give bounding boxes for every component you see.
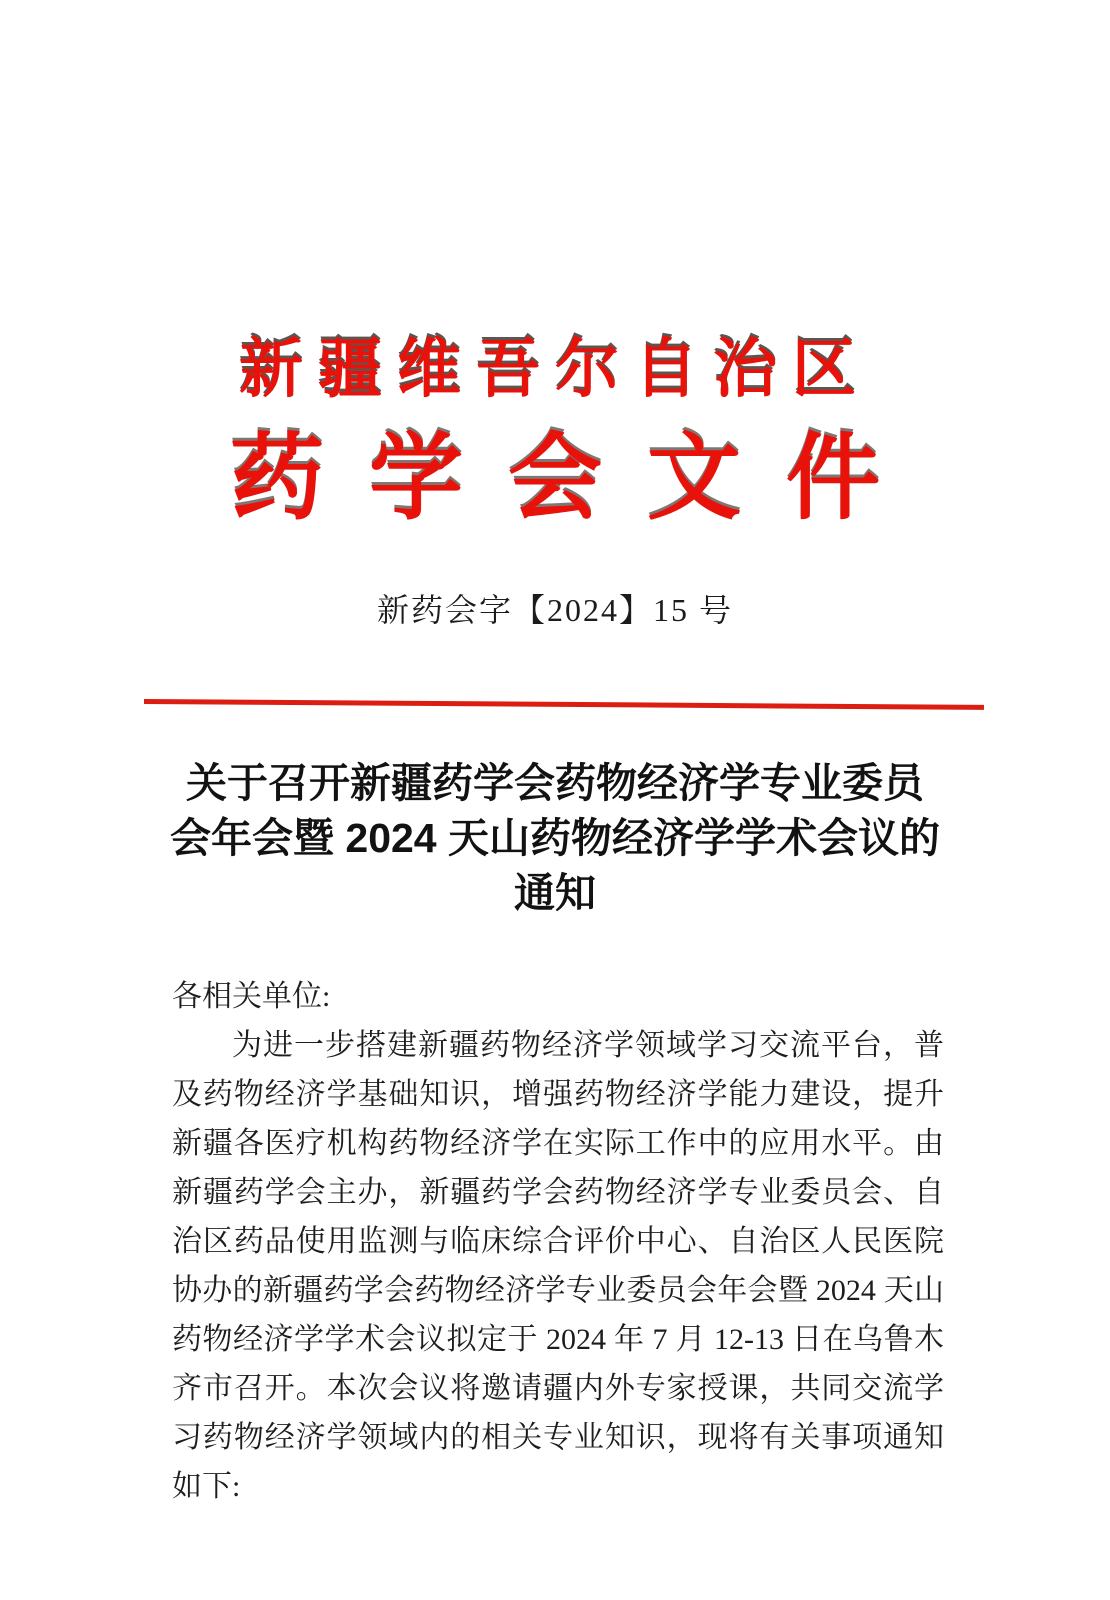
letterhead-org-name-line2: 药学会文件: [229, 427, 925, 531]
red-divider-line: [144, 699, 984, 710]
document-title-line1: 关于召开新疆药学会药物经济学专业委员: [186, 760, 924, 806]
document-body: [172, 972, 944, 1511]
document-title-line2: 会年会暨 2024 天山药物经济学学术会议的: [170, 815, 940, 861]
letterhead-org-name-line1: 新疆维吾尔自治区: [239, 334, 871, 405]
salutation: 各相关单位:: [172, 980, 331, 1013]
document-number: 新药会字【2024】15 号: [376, 592, 733, 628]
document-title: [0, 756, 1110, 921]
document-title-line3: 通知: [514, 870, 596, 916]
body-paragraph: 为进一步搭建新疆药物经济学领域学习交流平台，普及药物经济学基础知识，增强药物经济学能力建设，提升新疆各医疗机构药物经济学在实际工作中的应用水平。由新疆药学会主办，新疆药学会药物经济学专业委员会、自治区药品使用监测与临床综合评价中心、自治区人民医院协办的新疆药学会药物经济学专业委员会年会暨 2024 天山药物经济学学术会议拟定于 2024 年 7 月 12-13 日在乌鲁木齐市召开。本次会议将邀请疆内外专家授课，共同交流学习药物经济学领域内的相关专业知识，现将有关事项通知如下:: [172, 1029, 944, 1503]
